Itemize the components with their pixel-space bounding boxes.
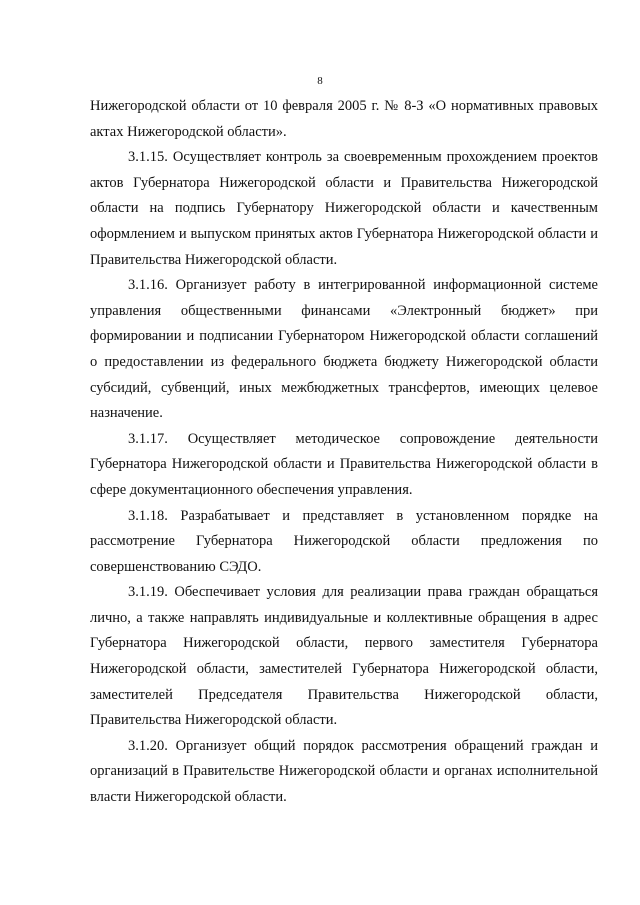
paragraph-3-1-16: 3.1.16. Организует работу в интегрированной информационной системе управления общественными финансами «Электронный бюджет» при формировании и подписании Губернатором Нижегородской области соглашений о предоставлении из федерального бюджета бюджету Нижегородской области субсидий, субвенций, иных межбюджетных трансфертов, имеющих целевое назначение. [90,277,598,422]
paragraph-3-1-17: 3.1.17. Осуществляет методическое сопровождение деятельности Губернатора Нижегородской области и Правительства Нижегородской области в сфере документационного обеспечения управления. [90,430,598,498]
paragraph-3-1-20: 3.1.20. Организует общий порядок рассмотрения обращений граждан и организаций в Правительстве Нижегородской области и органах исполнительной власти Нижегородской области. [90,737,598,806]
paragraph-3-1-18: 3.1.18. Разрабатывает и представляет в установленном порядке на рассмотрение Губернатора Нижегородской области предложения по совершенствованию СЭДО. [90,507,598,575]
paragraph-3-1-19: 3.1.19. Обеспечивает условия для реализации права граждан обращаться лично, а также направлять индивидуальные и коллективные обращения в адрес Губернатора Нижегородской области, первого заместителя Губернатора Нижегородской области, заместителей Губернатора Нижегородской области, заместителей Председателя Правительства Нижегородской области, Правительства Нижегородской области. [90,584,598,729]
document-body [90,94,598,811]
paragraph-continuation: Нижегородской области от 10 февраля 2005 г. № 8-З «О нормативных правовых актах Нижегородской области». [90,98,598,140]
page-number: 8 [317,75,323,87]
paragraph-3-1-15: 3.1.15. Осуществляет контроль за своевременным прохождением проектов актов Губернатора Нижегородской области и Правительства Нижегородской области на подпись Губернатору Нижегородской области и качественным оформлением и выпуском принятых актов Губернатора Нижегородской области и Правительства Нижегородской области. [90,149,598,268]
